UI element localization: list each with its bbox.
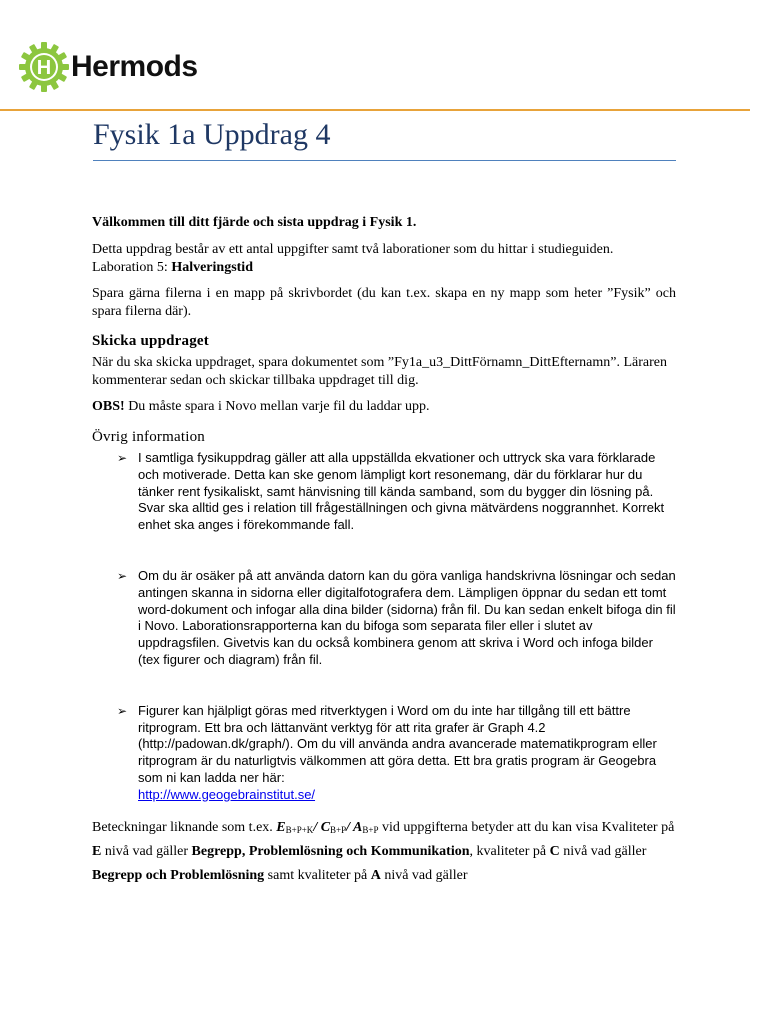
grade-c-subscript: B+P xyxy=(330,824,347,835)
grading-text: samt kvaliteter på xyxy=(264,867,371,883)
title-divider xyxy=(93,160,676,161)
list-item-text: Figurer kan hjälpligt göras med ritverktygen i Word om du inte har tillgång till ett bättre ritprogram. Ett bra och lättanvänt verktyg för att rita grafer är Graph 4.2 (http://padowan.dk/graph/). Om du vill använda andra avancerade matematikprogram eller ritprogram är du naturligtvis välkommen att göra detta. Ett bra gratis program är Geogebra som ni kan ladda ner här: xyxy=(138,702,657,785)
grading-text: nivå vad gäller xyxy=(380,867,468,883)
obs-paragraph xyxy=(92,398,676,416)
grading-text: , kvaliteter på xyxy=(469,843,550,859)
list-item xyxy=(92,703,676,804)
grade-c-abilities: Begrepp och Problemlösning xyxy=(92,867,265,883)
list-item-text: I samtliga fysikuppdrag gäller att alla uppställda ekvationer och uttryck ska vara förklarade och motiverade. Detta kan ske genom lämpligt kort resonemang, där du förklarar hur du tänker rent fysikaliskt, samt hänvisning till kända samband, som du bygger din lösning på. Svar ska alltid ges i relation till frågeställningen och givna mätvärdens noggrannhet. Korrekt enhet ska anges i förekommande fall. xyxy=(138,450,665,533)
info-list xyxy=(92,450,676,804)
logo-letter: H xyxy=(36,57,52,79)
grading-paragraph xyxy=(92,816,676,888)
grade-e-level: E xyxy=(92,843,102,859)
page-title: Fysik 1a Uppdrag 4 xyxy=(93,118,331,151)
obs-text: Du måste spara i Novo mellan varje fil du laddar upp. xyxy=(124,399,430,414)
lab-name: Halveringstid xyxy=(171,260,253,275)
list-item-text: Om du är osäker på att använda datorn kan du göra vanliga handskrivna lösningar och sedan antingen skanna in sidorna eller digitalfotografera dem. Lämpligen öppnar du sedan ett tomt word-dokument och infogar alla dina bilder (sidorna) från fil. Du kan sedan enkelt bifoga din fil i Novo. Laborationsrapporterna kan du bifoga som separata filer eller i slutet av uppdragsfilen. Givetvis kan du också kombinera genom att skriva i Word och infoga bilder (tex figurer och diagram) från fil. xyxy=(138,567,676,667)
logo-text: Hermods xyxy=(71,50,198,83)
grading-text: Beteckningar liknande som t.ex. xyxy=(92,819,277,835)
assignment-text: Detta uppdrag består av ett antal uppgifter samt två laborationer som du hittar i studieguiden. xyxy=(92,242,614,257)
header-divider xyxy=(0,109,750,111)
grade-e-symbol: E xyxy=(276,819,286,835)
grade-c-symbol: C xyxy=(320,819,331,835)
obs-label: OBS! xyxy=(92,399,125,414)
section-heading-info: Övrig information xyxy=(92,429,205,445)
assignment-paragraph xyxy=(92,241,676,277)
intro-text: Välkommen till ditt fjärde och sista uppdrag i Fysik 1. xyxy=(92,215,417,230)
grading-text: nivå vad gäller xyxy=(101,843,192,859)
save-paragraph: Spara gärna filerna i en mapp på skrivbordet (du kan t.ex. skapa en ny mapp som heter ”Fysik” och spara filerna där). xyxy=(92,286,676,319)
grade-a-symbol: A xyxy=(353,819,363,835)
grade-separator: / xyxy=(313,819,321,835)
grade-c-level: C xyxy=(549,843,560,859)
section-heading-send: Skicka uppdraget xyxy=(92,333,209,349)
grade-e-subscript: B+P+K xyxy=(285,824,314,835)
geogebra-link[interactable]: http://www.geogebrainstitut.se/ xyxy=(138,786,316,802)
list-item xyxy=(92,450,676,534)
grading-text: vid uppgifterna betyder att du kan visa Kvaliteter på xyxy=(378,819,675,835)
grading-text: nivå vad gäller xyxy=(559,843,647,859)
list-item xyxy=(92,568,676,669)
grade-a-level: A xyxy=(370,867,381,883)
send-paragraph: När du ska skicka uppdraget, spara dokumentet som ”Fy1a_u3_DittFörnamn_DittEfternamn”. Läraren kommenterar sedan och skickar tillbaka uppdraget till dig. xyxy=(92,355,668,388)
grade-separator: / xyxy=(346,819,354,835)
arrow-bullet-icon: ➢ xyxy=(117,451,128,465)
grade-e-abilities: Begrepp, Problemlösning och Kommunikation xyxy=(191,843,470,859)
arrow-bullet-icon: ➢ xyxy=(117,568,128,583)
grade-a-subscript: B+P xyxy=(362,824,379,835)
arrow-bullet-icon: ➢ xyxy=(117,703,128,718)
hermods-logo-icon xyxy=(19,42,69,92)
lab-prefix: Laboration 5: xyxy=(92,260,172,275)
hermods-logo xyxy=(19,42,198,92)
document-body xyxy=(92,214,676,888)
